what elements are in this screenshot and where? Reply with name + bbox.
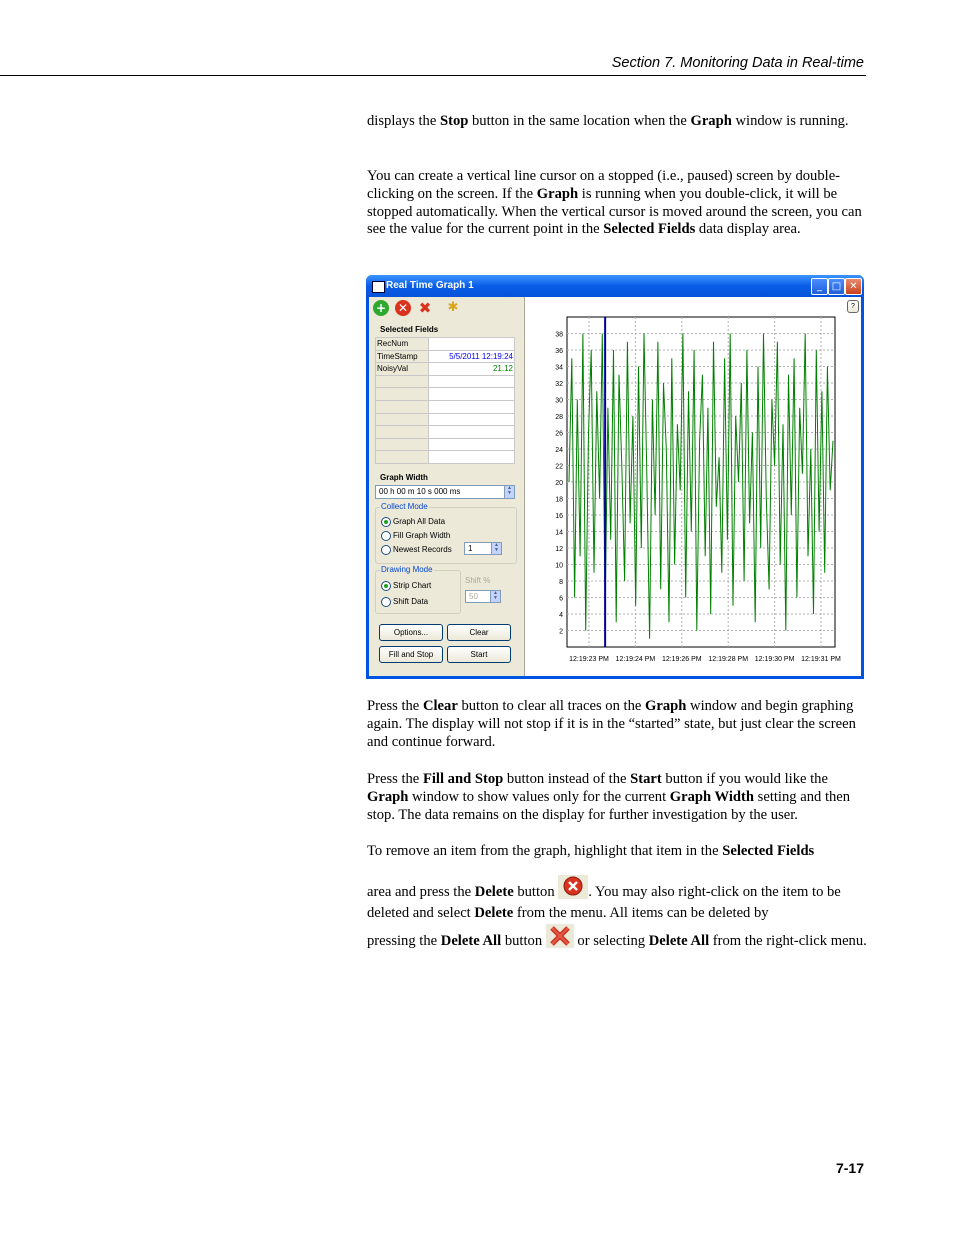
- drawing-mode-label: Drawing Mode: [381, 565, 433, 574]
- y-tick-label: 36: [555, 348, 563, 355]
- window-app-icon: [372, 281, 385, 293]
- x-tick-label: 12:19:30 PM: [754, 656, 795, 663]
- shift-percent-input[interactable]: 50 ▲ ▼: [465, 590, 501, 603]
- paragraph-delete-line2: area and press the Delete button . You may also right-click on the item to be deleted and select Delete from the menu. All items can be deleted by: [367, 875, 867, 923]
- y-tick-label: 10: [555, 562, 563, 570]
- field-row[interactable]: [376, 375, 515, 388]
- section-header: Section 7. Monitoring Data in Real-time: [611, 55, 864, 71]
- paragraph-cursor: You can create a vertical line cursor on a stopped (i.e., paused) screen by double-clicking on the screen. If the Graph is running when you double-click, it will be stopped automatically. When the vertical cursor is moved around the screen, you can see the value for the current point in the Selected Fields data display area.: [367, 168, 862, 238]
- start-button[interactable]: Start: [447, 646, 511, 663]
- options-button[interactable]: Options...: [379, 624, 443, 641]
- delete-icon: [558, 875, 588, 905]
- field-value: [429, 338, 515, 351]
- radio-label: Newest Records: [393, 545, 452, 554]
- field-row[interactable]: [376, 338, 515, 351]
- clear-button[interactable]: Clear: [447, 624, 511, 641]
- selected-fields-label: Selected Fields: [380, 325, 439, 334]
- paragraph-stop-button: displays the Stop button in the same location when the Graph window is running.: [367, 113, 849, 129]
- radio-newest-records[interactable]: [381, 545, 391, 555]
- real-time-line-chart[interactable]: [525, 297, 862, 676]
- shift-percent-label: Shift %: [465, 576, 491, 585]
- fill-and-stop-button[interactable]: Fill and Stop: [379, 646, 443, 663]
- radio-fill-graph-width[interactable]: [381, 531, 391, 541]
- y-tick-label: 2: [559, 628, 563, 636]
- y-tick-label: 38: [555, 331, 563, 339]
- y-tick-label: 24: [555, 447, 563, 454]
- field-row[interactable]: [376, 438, 515, 451]
- window-title: Real Time Graph 1: [386, 280, 474, 291]
- maximize-button[interactable]: □: [828, 278, 845, 295]
- real-time-graph-window: [366, 275, 864, 679]
- x-tick-label: 12:19:23 PM: [569, 656, 609, 663]
- header-rule: [0, 75, 866, 76]
- field-row[interactable]: [376, 363, 515, 376]
- radio-label: Strip Chart: [393, 581, 432, 590]
- collect-mode-group: [375, 502, 517, 564]
- y-tick-label: 30: [555, 397, 563, 405]
- window-client: [369, 297, 861, 676]
- spin-icon[interactable]: ▲ ▼: [490, 591, 500, 602]
- help-button[interactable]: ?: [847, 300, 859, 313]
- page-number: 7-17: [835, 1160, 864, 1176]
- drawing-mode-group: [375, 565, 461, 614]
- spin-icon[interactable]: ▲ ▼: [491, 543, 501, 554]
- graph-panel[interactable]: [524, 297, 861, 676]
- paragraph-delete-line3: pressing the Delete All button or selecting Delete All from the right-click menu.: [367, 924, 867, 954]
- paragraph-fill-and-stop: Press the Fill and Stop button instead of the Start button if you would like the Graph window to show values only for the current Graph Width setting and then stop. The data remains on the display for further investigation by the user.: [367, 771, 851, 823]
- field-value: 5/5/2011 12:19:24: [429, 350, 515, 363]
- y-tick-label: 16: [555, 513, 563, 520]
- field-name: NoisyVal: [376, 363, 429, 376]
- y-tick-label: 18: [555, 496, 563, 504]
- settings-icon[interactable]: ✱: [447, 300, 459, 315]
- collect-mode-label: Collect Mode: [381, 502, 428, 511]
- y-tick-label: 32: [555, 381, 563, 388]
- field-row[interactable]: [376, 426, 515, 439]
- y-tick-label: 14: [555, 529, 563, 537]
- field-row[interactable]: [376, 413, 515, 426]
- x-tick-label: 12:19:24 PM: [615, 656, 656, 663]
- y-tick-label: 28: [555, 414, 563, 421]
- minimize-button[interactable]: _: [811, 278, 828, 295]
- x-tick-label: 12:19:31 PM: [801, 656, 841, 663]
- field-value: 21.12: [429, 363, 515, 376]
- field-name: TimeStamp: [376, 350, 429, 363]
- y-tick-label: 20: [555, 480, 563, 487]
- field-row[interactable]: [376, 451, 515, 464]
- x-tick-label: 12:19:28 PM: [708, 656, 749, 663]
- y-tick-label: 34: [555, 364, 563, 372]
- y-tick-label: 4: [559, 612, 563, 619]
- delete-icon[interactable]: ✕: [395, 300, 411, 316]
- radio-shift-data[interactable]: [381, 597, 391, 607]
- y-tick-label: 8: [559, 579, 563, 586]
- delete-all-icon[interactable]: ✖: [418, 299, 432, 317]
- radio-label: Graph All Data: [393, 517, 446, 526]
- y-tick-label: 12: [555, 546, 563, 553]
- radio-label: Fill Graph Width: [393, 531, 451, 540]
- spin-icon[interactable]: ▲ ▼: [504, 486, 514, 498]
- close-window-button[interactable]: ✕: [845, 278, 862, 295]
- field-row[interactable]: [376, 400, 515, 413]
- field-row[interactable]: [376, 350, 515, 363]
- graph-width-input[interactable]: 00 h 00 m 10 s 000 ms ▲ ▼: [375, 485, 515, 499]
- field-row[interactable]: [376, 388, 515, 401]
- selected-fields-table[interactable]: [375, 337, 515, 464]
- delete-all-icon: [546, 924, 574, 954]
- y-tick-label: 22: [555, 463, 563, 471]
- radio-graph-all-data[interactable]: [381, 517, 391, 527]
- graph-width-label: Graph Width: [380, 473, 428, 482]
- paragraph-clear: Press the Clear button to clear all traces on the Graph window and begin graphing again. The display will not stop if it is in the “started” state, but just clear the screen and continue forward.: [367, 698, 856, 750]
- left-panel: [369, 297, 521, 676]
- x-tick-label: 12:19:26 PM: [661, 656, 702, 663]
- add-icon[interactable]: +: [373, 300, 389, 316]
- y-tick-label: 6: [559, 595, 563, 603]
- paragraph-delete-line1: To remove an item from the graph, highlight that item in the Selected Fields: [367, 843, 815, 859]
- radio-label: Shift Data: [393, 597, 429, 606]
- newest-records-input[interactable]: 1 ▲ ▼: [464, 542, 502, 555]
- radio-strip-chart[interactable]: [381, 581, 391, 591]
- y-tick-label: 26: [555, 430, 563, 438]
- field-name: RecNum: [376, 338, 429, 351]
- window-titlebar: [366, 275, 864, 299]
